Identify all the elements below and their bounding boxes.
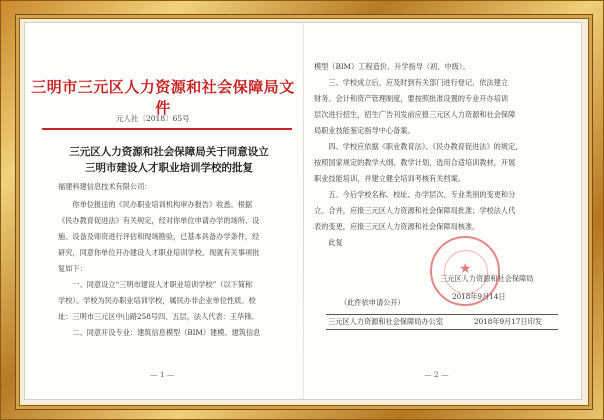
signing-organization: 三元区人力资源和社会保障局 xyxy=(440,274,534,283)
signing-date: 2018年9月14日 xyxy=(452,292,506,301)
right-paragraph: 职业技能培训，并建立健全培训考核有关档案。 xyxy=(314,174,465,183)
right-paragraph: 四、学校应依据《职业教育法》、《民办教育促进法》的规定， xyxy=(314,142,523,151)
issuing-office: 三元区人力资源和社会保障局办公室 xyxy=(328,317,444,326)
red-rule xyxy=(42,128,292,130)
left-paragraph: 你单位报送的《民办职业培训机构审办报告》收悉。根据 xyxy=(58,200,253,209)
seal-star-icon: ★ xyxy=(459,261,472,277)
left-paragraph: 一、同意设立“三明市建设人才职业培训学校”（以下简称 xyxy=(58,280,253,289)
footer-rule-bottom xyxy=(326,329,558,330)
left-paragraph: 学校）。学校为民办职业培训学校，属民办非企业单位性质。校 xyxy=(58,296,256,305)
left-paragraph: 址：三明市三元区中山路258号四、五层，法人代表：王华锋。 xyxy=(58,312,259,321)
page-number-left: — 1 — xyxy=(150,370,175,379)
left-paragraph: 二、同意开设专业：建筑信息模型（BIM）建模、建筑信息 xyxy=(58,328,261,337)
document-number: 元人社〔2018〕65号 xyxy=(116,114,190,123)
publicity-note: （此件依申请公开） xyxy=(340,298,405,307)
footer-rule-top xyxy=(326,314,558,315)
document-title: 三明市三元区人力资源和社会保障局文件 xyxy=(31,78,295,117)
left-paragraph: 福建科建信息技术有限公司： xyxy=(58,182,152,191)
right-paragraph: 局职业技能鉴定指导中心备案。 xyxy=(314,126,415,135)
left-paragraph: 《民办教育促进法》有关规定，经对你单位申请办学的场所、设 xyxy=(58,216,260,225)
page-number-right: — 2 — xyxy=(424,370,449,379)
right-paragraph: 三、学校成立后，应及时到有关部门进行登记，依法建立 xyxy=(314,78,509,87)
right-paragraph: 层次进行招生，招生广告刊发前应报三元区人力资源和社会保障 xyxy=(314,110,516,119)
right-paragraph: 表的变更，应报三元区人力资源和社会保障局核准。 xyxy=(314,222,480,231)
right-paragraph: 财务、会计和资产管理制度，要按照批准设置的专业开办培训 xyxy=(314,94,509,103)
left-paragraph: 施、设备及师资进行评估和现场勘验，已基本具备办学条件，经 xyxy=(58,232,260,241)
print-date: 2018年9月17日印发 xyxy=(474,317,542,326)
subject-heading xyxy=(54,144,284,176)
page-fold xyxy=(303,23,304,399)
right-paragraph: 五、今后学校名称、校址、办学层次、专业类别的变更和分 xyxy=(314,190,516,199)
left-paragraph: 研究，同意你单位开办建设人才职业培训学校。现就有关事项批 xyxy=(58,248,260,257)
subject-line-1: 三元区人力资源和社会保障局关于同意设立 xyxy=(69,146,269,158)
left-paragraph: 复如下： xyxy=(58,264,87,273)
right-paragraph: 立、合并，应报三元区人力资源和社会保障局批准；学校法人代 xyxy=(314,206,516,215)
subject-line-2: 三明市建设人才职业培训学校的批复 xyxy=(85,162,253,174)
right-paragraph: 此复 xyxy=(314,238,343,247)
right-paragraph: 模型（BIM）工程造价、升学指导（初、中级）。 xyxy=(314,62,470,71)
right-paragraph: 按照国家规定的教学大纲、教学计划，选用合适培训教材，开展 xyxy=(314,158,516,167)
